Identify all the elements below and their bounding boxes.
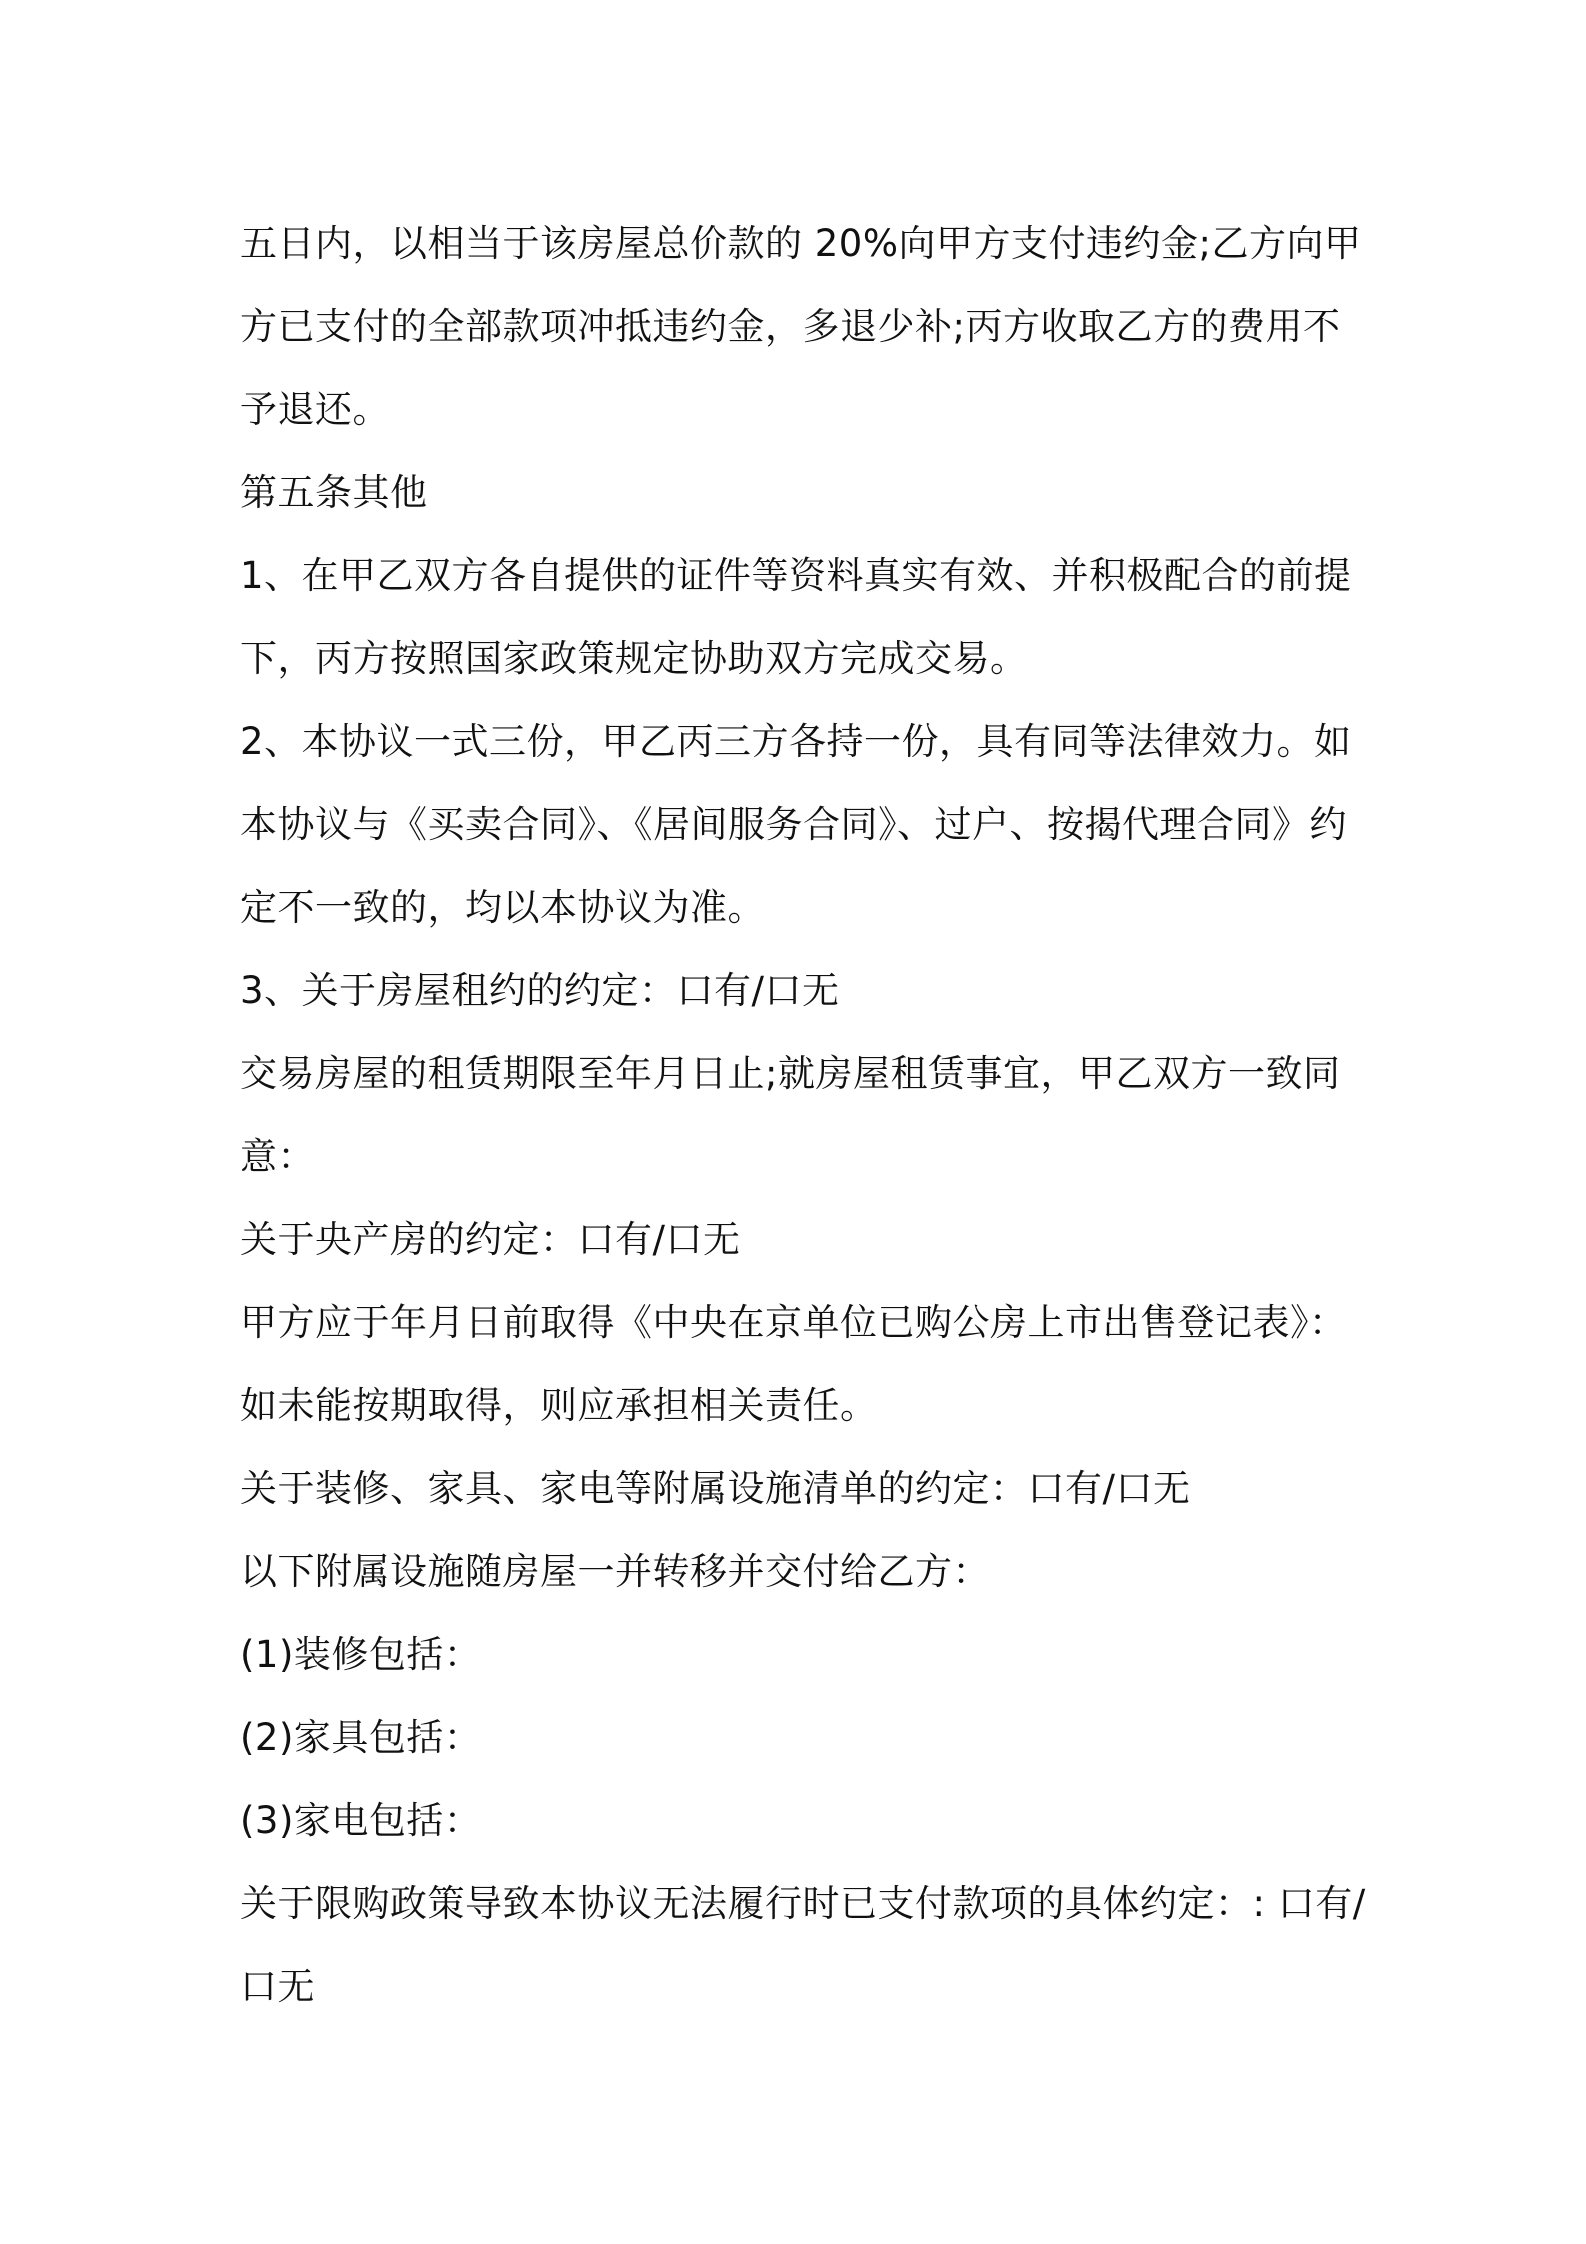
text-line: 甲方应于年月日前取得《中央在京单位已购公房上市出售登记表》： [240,1301,1347,1344]
text-line: 予退还。 [240,388,390,431]
text-line: 关于央产房的约定：口有/口无 [240,1218,741,1261]
list-item: (3)家电包括： [240,1799,482,1842]
text-line: 意： [240,1135,315,1178]
text-line: 交易房屋的租赁期限至年月日止;就房屋租赁事宜，甲乙双方一致同 [240,1052,1341,1095]
text-line: 口无 [240,1965,315,2008]
document-body [240,202,1366,2028]
text-line: 1、在甲乙双方各自提供的证件等资料真实有效、并积极配合的前提 [240,554,1352,597]
list-item: (2)家具包括： [240,1716,482,1759]
text-line: 2、本协议一式三份，甲乙丙三方各持一份，具有同等法律效力。如 [240,720,1352,763]
text-line: 关于装修、家具、家电等附属设施清单的约定：口有/口无 [240,1467,1191,1510]
text-line: 关于限购政策导致本协议无法履行时已支付款项的具体约定：: 口有/ [240,1882,1366,1925]
list-item: (1)装修包括： [240,1633,482,1676]
section-heading: 第五条其他 [240,471,428,514]
text-line: 以下附属设施随房屋一并转移并交付给乙方： [240,1550,990,1593]
text-line: 下，丙方按照国家政策规定协助双方完成交易。 [240,637,1028,680]
text-line: 如未能按期取得，则应承担相关责任。 [240,1384,878,1427]
text-line: 定不一致的，均以本协议为准。 [240,886,765,929]
text-line: 五日内，以相当于该房屋总价款的 20%向甲方支付违约金;乙方向甲 [240,222,1362,265]
text-line: 方已支付的全部款项冲抵违约金，多退少补;丙方收取乙方的费用不 [240,305,1341,348]
text-line: 本协议与《买卖合同》、《居间服务合同》、过户、按揭代理合同》约 [240,803,1347,846]
text-line: 3、关于房屋租约的约定：口有/口无 [240,969,840,1012]
